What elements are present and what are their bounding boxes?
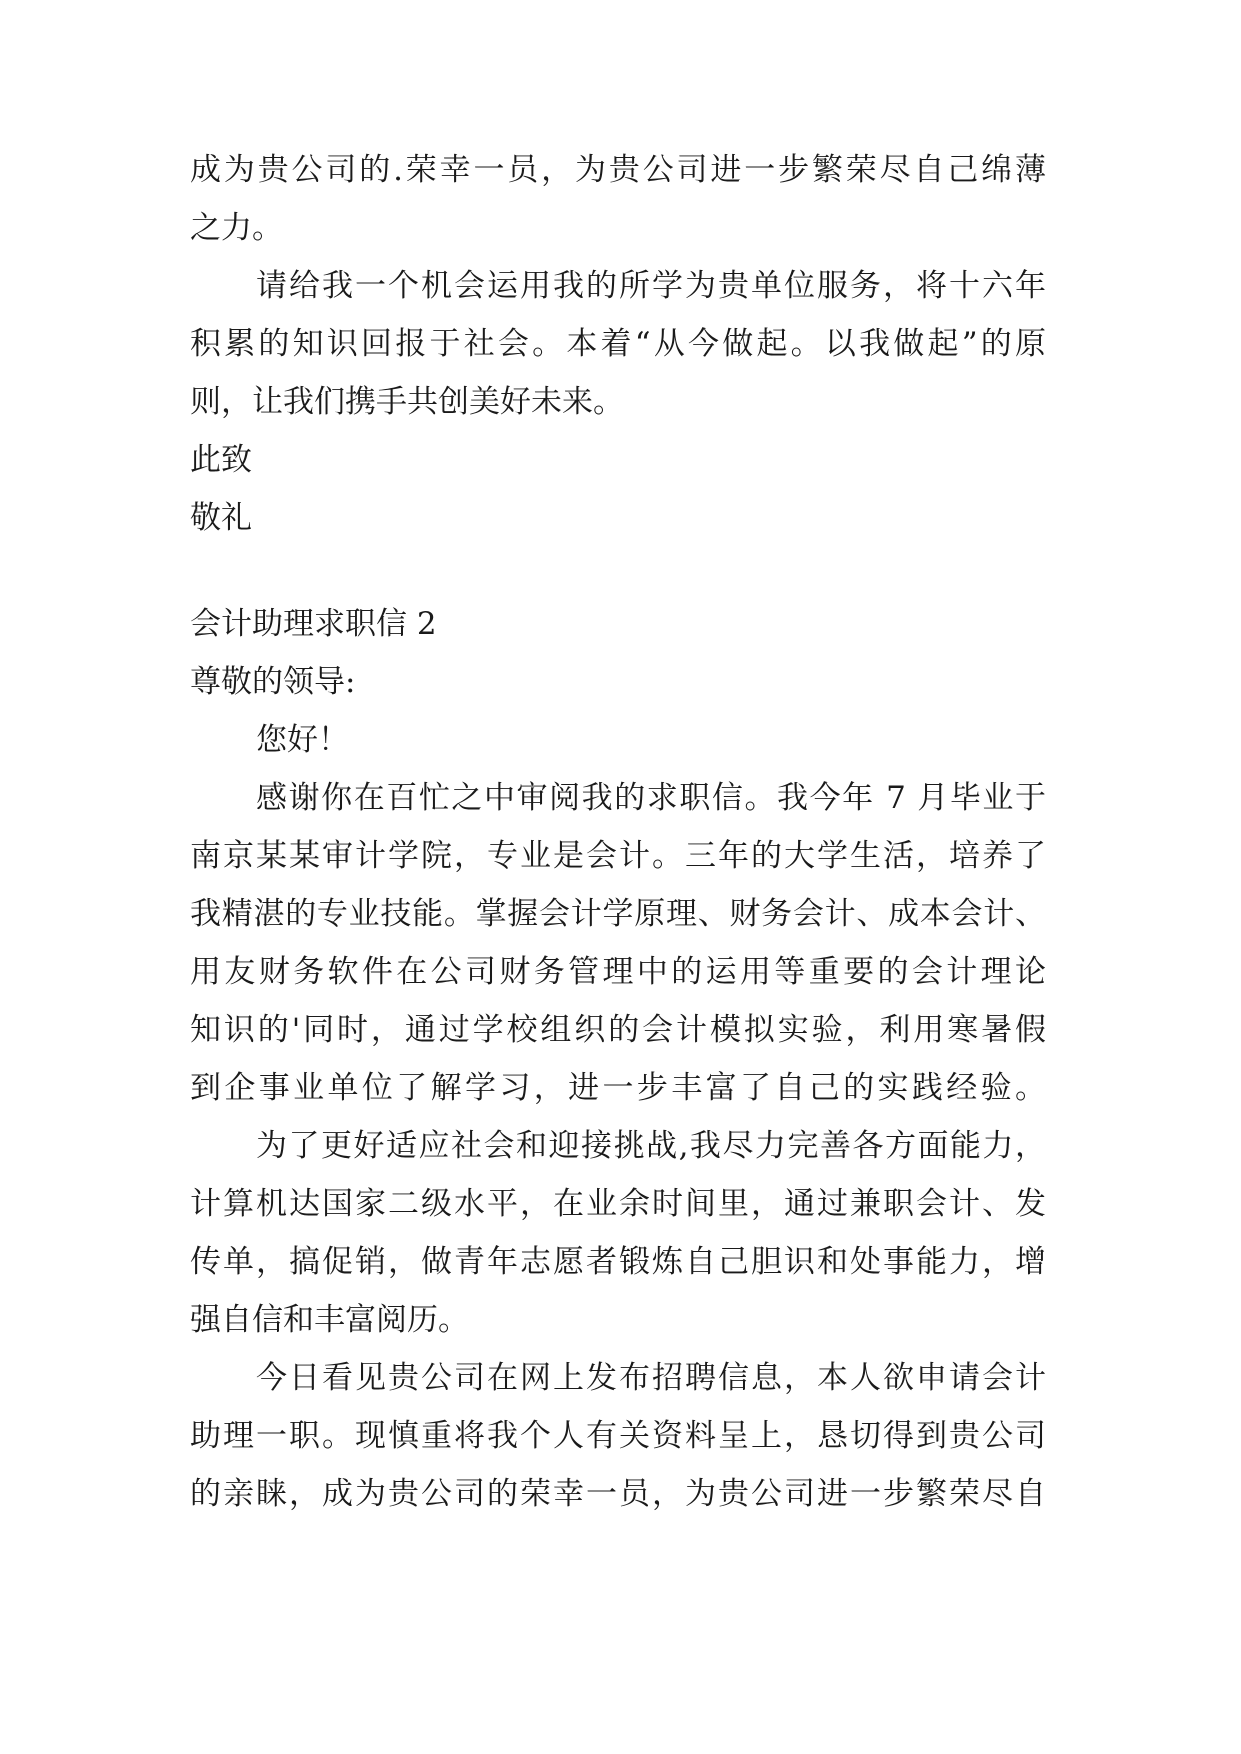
paragraph-line: 南京某某审计学院，专业是会计。三年的大学生活，培养了 [190,838,1046,874]
paragraph-line: 强自信和丰富阅历。 [190,1302,469,1338]
paragraph-line: 今日看见贵公司在网上发布招聘信息，本人欲申请会计 [256,1360,1046,1396]
paragraph-line: 知识的'同时，通过学校组织的会计模拟实验，利用寒暑假 [190,1012,1046,1048]
closing-line: 此致 [190,442,252,478]
closing-line: 敬礼 [190,500,252,536]
paragraph-line: 成为贵公司的.荣幸一员，为贵公司进一步繁荣尽自己绵薄 [190,152,1046,188]
paragraph-line: 用友财务软件在公司财务管理中的运用等重要的会计理论 [190,954,1046,990]
paragraph-line: 之力。 [190,210,283,246]
paragraph-line: 传单，搞促销，做青年志愿者锻炼自己胆识和处事能力，增 [190,1244,1046,1280]
paragraph-line: 请给我一个机会运用我的所学为贵单位服务，将十六年 [256,268,1046,304]
section-heading: 会计助理求职信 2 [190,606,437,642]
paragraph-line: 积累的知识回报于社会。本着“从今做起。以我做起”的原 [190,326,1046,362]
paragraph-line: 则，让我们携手共创美好未来。 [190,384,624,420]
greeting: 您好！ [256,722,349,758]
paragraph-line: 的亲睐，成为贵公司的荣幸一员，为贵公司进一步繁荣尽自 [190,1476,1046,1512]
paragraph-line: 助理一职。现慎重将我个人有关资料呈上，恳切得到贵公司 [190,1418,1046,1454]
paragraph-line: 为了更好适应社会和迎接挑战,我尽力完善各方面能力， [256,1128,1046,1164]
paragraph-line: 感谢你在百忙之中审阅我的求职信。我今年 7 月毕业于 [256,780,1046,816]
paragraph-line: 到企事业单位了解学习，进一步丰富了自己的实践经验。 [190,1070,1046,1106]
paragraph-line: 我精湛的专业技能。掌握会计学原理、财务会计、成本会计、 [190,896,1046,932]
paragraph-line: 计算机达国家二级水平，在业余时间里，通过兼职会计、发 [190,1186,1046,1222]
salutation: 尊敬的领导: [190,664,356,700]
